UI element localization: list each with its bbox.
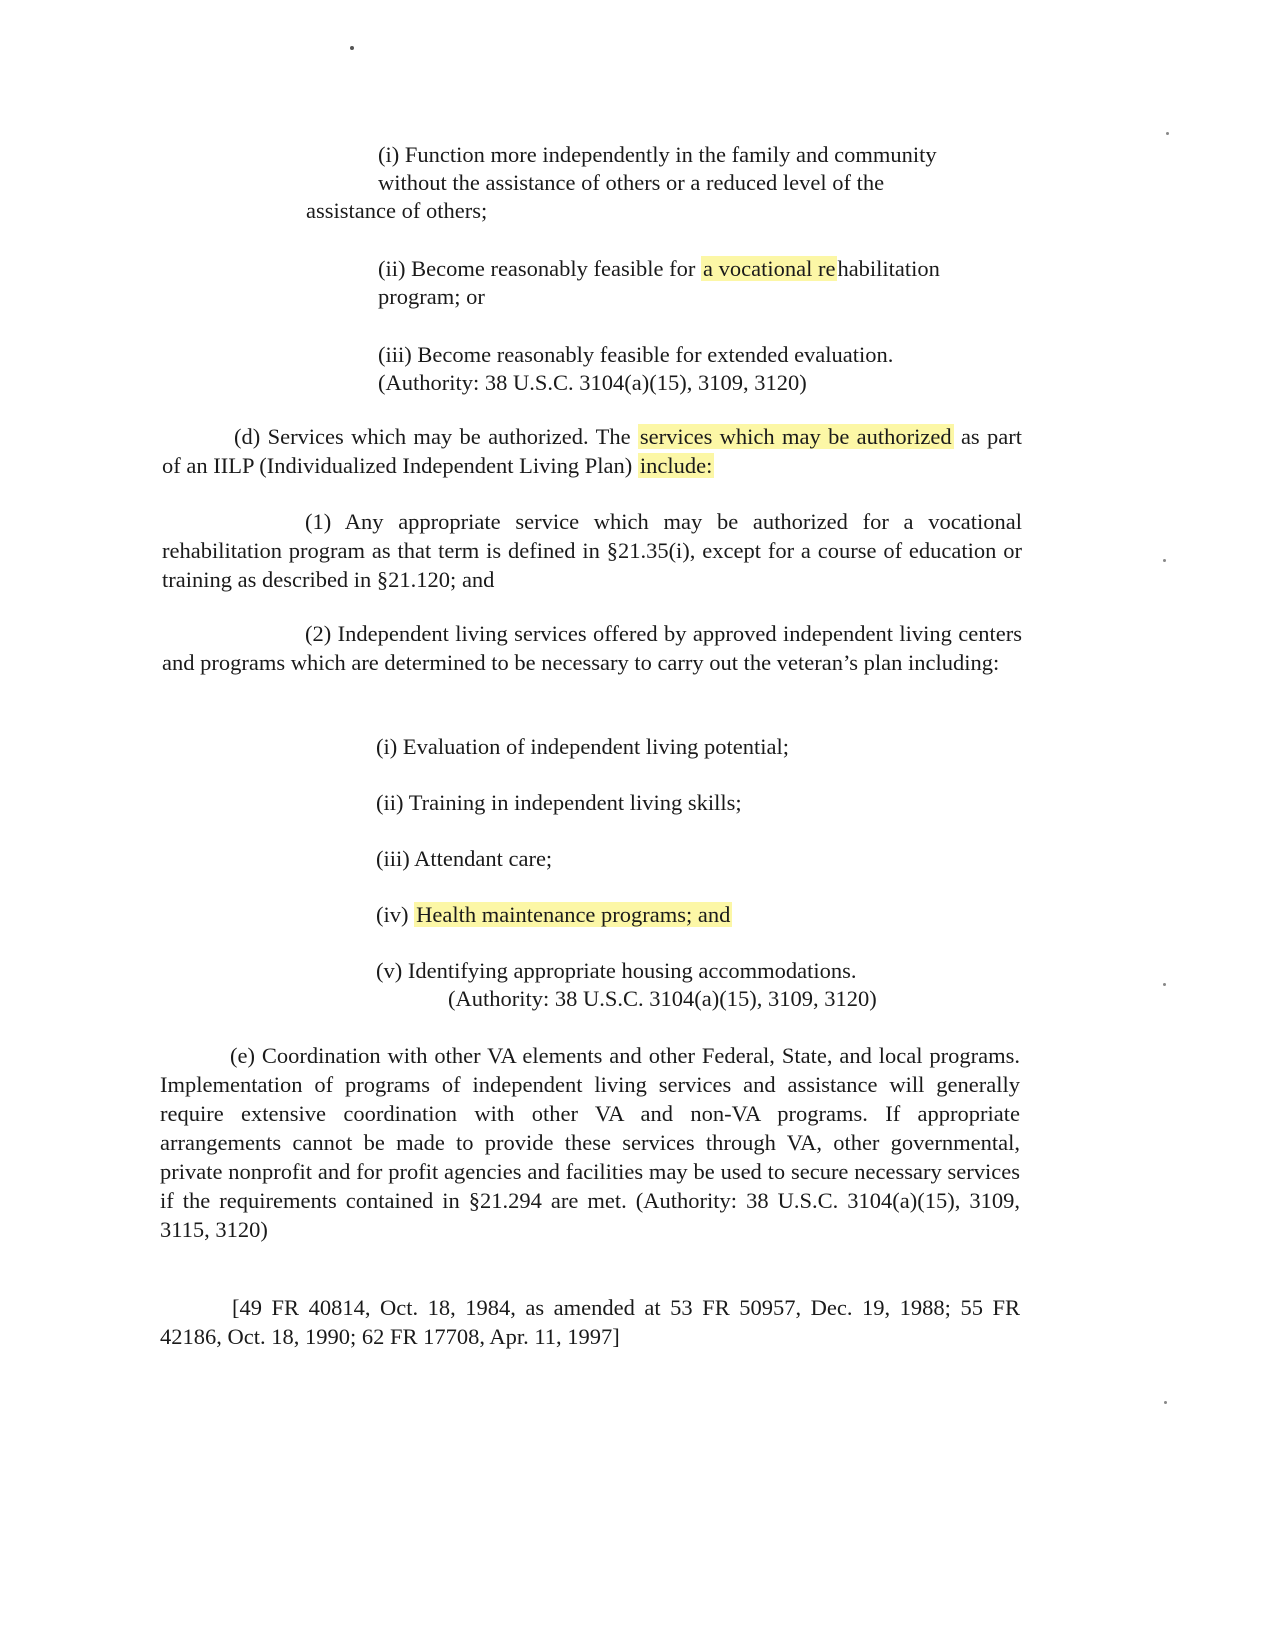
- scan-speck: [350, 46, 354, 50]
- highlight-health-maintenance: Health maintenance programs; and: [416, 902, 731, 927]
- scan-speck: [1163, 559, 1166, 562]
- item-ii-line2: program; or: [378, 284, 485, 309]
- highlight-vocational: a vocational re: [703, 256, 836, 281]
- section-d-mid: as part of an IILP (Individualized Independent Living Plan): [162, 424, 1022, 478]
- sub-item-v: (v) Identifying appropriate housing accommodations.: [376, 958, 857, 983]
- sub-item-i: (i) Evaluation of independent living potential;: [376, 734, 790, 759]
- authority-top: (Authority: 38 U.S.C. 3104(a)(15), 3109, 3120): [378, 370, 807, 395]
- source-citation: [49 FR 40814, Oct. 18, 1984, as amended at 53 FR 50957, Dec. 19, 1988; 55 FR 42186, Oct. 18, 1990; 62 FR 17708, Apr. 11, 1997]: [160, 1295, 1020, 1349]
- scan-speck: [1163, 983, 1166, 986]
- scan-speck: [1164, 1401, 1167, 1404]
- authority-d: (Authority: 38 U.S.C. 3104(a)(15), 3109, 3120): [448, 986, 877, 1011]
- section-d-item-1: (1) Any appropriate service which may be authorized for a vocational rehabilitation program as that term is defined in §21.35(i), except for a course of education or training as described in §21.120; and: [162, 509, 1022, 592]
- item-iii: (iii) Become reasonably feasible for extended evaluation.: [378, 342, 894, 367]
- sub-item-iv-prefix: (iv): [376, 902, 415, 927]
- item-i-line3: assistance of others;: [306, 198, 488, 223]
- scan-speck: [1166, 132, 1169, 135]
- item-ii-pre: (ii) Become reasonably feasible for: [378, 256, 701, 281]
- sub-item-iv: [376, 900, 732, 929]
- section-d-item-2: (2) Independent living services offered by approved independent living centers and programs which are determined to be necessary to carry out the veteran’s plan including:: [162, 621, 1022, 675]
- sub-item-ii: (ii) Training in independent living skills;: [376, 790, 742, 815]
- highlight-include: include:: [639, 453, 713, 478]
- sub-item-iii: (iii) Attendant care;: [376, 846, 553, 871]
- section-e-paragraph: (e) Coordination with other VA elements and other Federal, State, and local programs. Implementation of programs of independent living services and assistance will generally require extensive coordination with other VA and non-VA programs. If appropriate arrangements cannot be made to provide these services through VA, other governmental, private nonprofit and for profit agencies and facilities may be used to secure necessary services if the requirements contained in §21.294 are met. (Authority: 38 U.S.C. 3104(a)(15), 3109, 3115, 3120): [160, 1043, 1020, 1242]
- item-i-line2: without the assistance of others or a reduced level of the: [378, 170, 885, 195]
- section-d-paragraph: [162, 422, 1022, 480]
- item-ii-line1: [378, 254, 940, 283]
- item-ii-post: habilitation: [837, 256, 940, 281]
- item-i-line1: (i) Function more independently in the family and community: [378, 142, 937, 167]
- section-d-pre: (d) Services which may be authorized. The: [234, 424, 638, 449]
- highlight-services: services which may be authorized: [639, 424, 952, 449]
